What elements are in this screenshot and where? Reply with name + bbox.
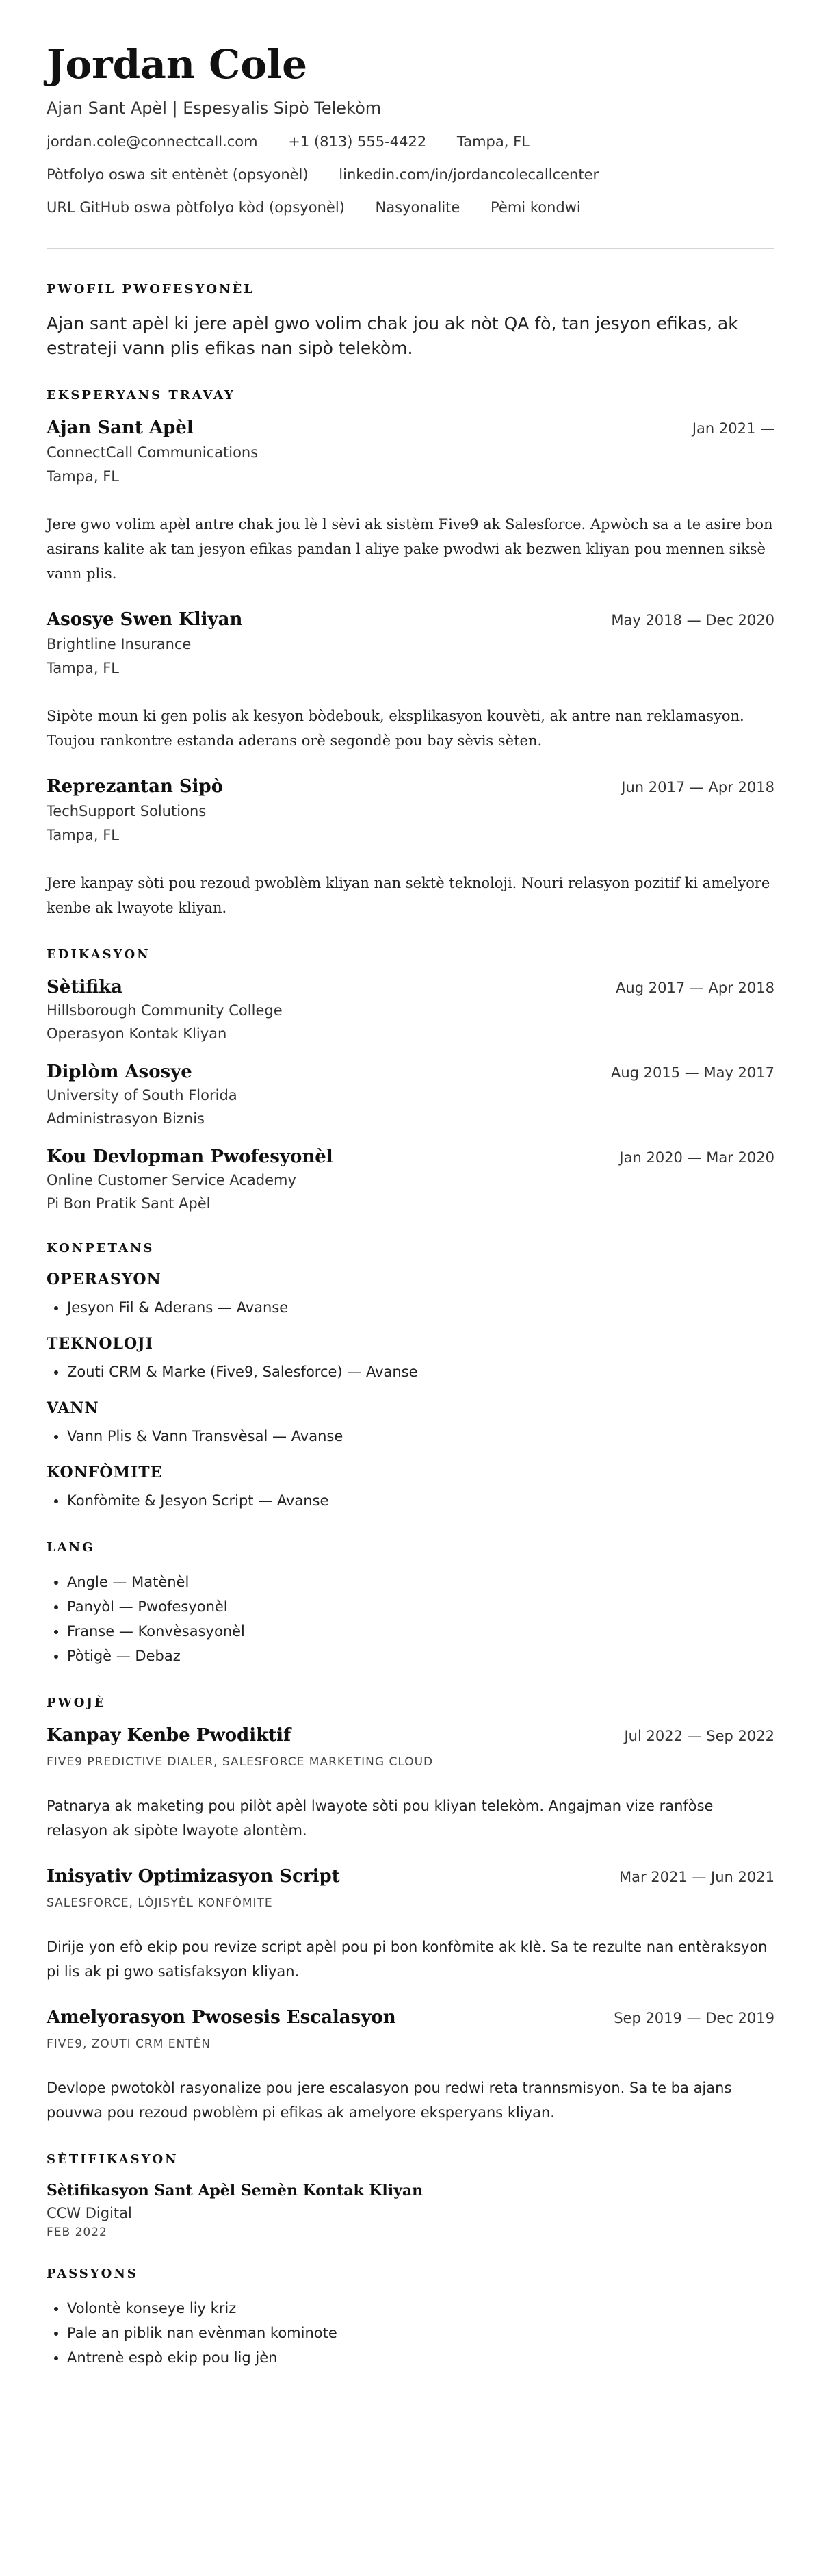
certification-date: FEB 2022 (47, 2226, 107, 2239)
experience-role: Ajan Sant Apèl (47, 418, 194, 438)
candidate-name: Jordan Cole (47, 41, 307, 88)
project-description: Patnarya ak maketing pou pilòt apèl lwayote sòti pou kliyan telekòm. Angajman vize ranfòse relasyon ak sipòte lwayote alontèm. (47, 1798, 714, 1839)
contact-linkedin[interactable]: linkedin.com/in/jordancolecallcenter (339, 166, 599, 183)
section-title-summary: PWOFIL PWOFESYONÈL (47, 282, 255, 296)
skill-item: • Vann Plis & Vann Transvèsal — Avanse (67, 1424, 774, 1449)
education-section (47, 947, 774, 1214)
experience-company: Brightline Insurance (47, 636, 192, 652)
project-entry (47, 2007, 774, 2125)
education-entry-head (47, 1147, 774, 1167)
skill-list (47, 1424, 774, 1449)
certification-issuer: CCW Digital (47, 2205, 132, 2221)
project-entry (47, 1725, 774, 1843)
education-field: Operasyon Kontak Kliyan (47, 1025, 227, 1042)
project-name: Kanpay Kenbe Pwodiktif (47, 1725, 291, 1746)
skill-list (47, 1488, 774, 1513)
language-item: • Angle — Matènèl (67, 1570, 774, 1594)
skill-list (47, 1295, 774, 1320)
contact-row-1 (47, 131, 774, 152)
contact-driving-license: Pèmi kondwi (491, 199, 581, 216)
experience-entry-head (47, 609, 774, 630)
contact-location: Tampa, FL (456, 133, 530, 150)
experience-entry (47, 776, 774, 920)
education-date: Aug 2017 — Apr 2018 (616, 980, 774, 996)
experience-date: Jun 2017 — Apr 2018 (621, 779, 774, 795)
contact-row-3 (47, 197, 774, 218)
section-title-passions: PASSYONS (47, 2267, 138, 2281)
education-degree: Sètifika (47, 977, 122, 997)
skill-group (47, 1335, 774, 1384)
skill-item: • Zouti CRM & Marke (Five9, Salesforce) — Avanse (67, 1360, 774, 1384)
project-entry-head (47, 2007, 774, 2028)
header-divider (47, 248, 774, 249)
experience-entry-head (47, 418, 774, 438)
contact-portfolio[interactable]: Pòtfolyo oswa sit entènèt (opsyonèl) (47, 166, 309, 183)
education-date: Aug 2015 — May 2017 (610, 1064, 774, 1081)
experience-date: May 2018 — Dec 2020 (611, 612, 774, 628)
project-description: Devlope pwotokòl rasyonalize pou jere escalasyon pou redwi reta trannsmisyon. Sa te ba ajans pouvwa pou rezoud pwoblèm pi efikas ak amelyore eksperyans kliyan. (47, 2080, 732, 2121)
section-title-projects: PWOJÈ (47, 1696, 106, 1710)
experience-location: Tampa, FL (47, 468, 120, 485)
experience-location: Tampa, FL (47, 660, 120, 676)
project-entry-head (47, 1866, 774, 1887)
experience-location: Tampa, FL (47, 827, 120, 843)
project-date: Jul 2022 — Sep 2022 (624, 1728, 774, 1744)
skill-group (47, 1464, 774, 1513)
experience-entry (47, 418, 774, 586)
certifications-section (47, 2152, 774, 2239)
experience-role: Asosye Swen Kliyan (47, 609, 243, 630)
passion-item: • Pale an piblik nan evènman kominote (67, 2321, 774, 2345)
section-title-education: EDIKASYON (47, 947, 151, 962)
section-title-experience: EKSPERYANS TRAVAY (47, 388, 235, 403)
contact-phone[interactable]: +1 (813) 555-4422 (288, 133, 427, 150)
contact-nationality: Nasyonalite (375, 199, 460, 216)
skills-section (47, 1241, 774, 1513)
summary-text: Ajan sant apèl ki jere apèl gwo volim chak jou ak nòt QA fò, tan jesyon efikas, ak estrateji vann plis efikas nan sipò telekòm. (47, 314, 738, 358)
skill-item: • Jesyon Fil & Aderans — Avanse (67, 1295, 774, 1320)
education-entry (47, 1147, 774, 1214)
certification-entry (47, 2182, 774, 2239)
experience-company: TechSupport Solutions (47, 803, 207, 819)
experience-entry (47, 609, 774, 753)
project-tech: FIVE9 PREDICTIVE DIALER, SALESFORCE MARKETING CLOUD (47, 1755, 434, 1769)
candidate-headline: Ajan Sant Apèl | Espesyalis Sipò Telekòm (47, 99, 382, 118)
section-title-certifications: SÈTIFIKASYON (47, 2152, 179, 2167)
experience-section (47, 388, 774, 920)
education-field: Administrasyon Biznis (47, 1110, 205, 1127)
education-entry-head (47, 1062, 774, 1082)
language-item: • Franse — Konvèsasyonèl (67, 1619, 774, 1644)
project-entry-head (47, 1725, 774, 1746)
project-tech: FIVE9, ZOUTI CRM ENTÈN (47, 2037, 211, 2051)
project-date: Mar 2021 — Jun 2021 (618, 1869, 774, 1885)
skill-item: • Konfòmite & Jesyon Script — Avanse (67, 1488, 774, 1513)
project-tech: SALESFORCE, LÒJISYÈL KONFÒMITE (47, 1896, 273, 1910)
education-degree: Kou Devlopman Pwofesyonèl (47, 1147, 333, 1167)
projects-section (47, 1696, 774, 2125)
skill-list (47, 1360, 774, 1384)
language-list (47, 1570, 774, 1668)
experience-entry-head (47, 776, 774, 797)
summary-section (47, 282, 774, 361)
experience-company: ConnectCall Communications (47, 444, 259, 461)
education-school: University of South Florida (47, 1087, 237, 1104)
experience-description: Jere gwo volim apèl antre chak jou lè l sèvi ak sistèm Five9 ak Salesforce. Apwòch sa a te asire bon asirans kalite ak tan jesyon efikas pandan l aliye pake pwodwi ak bezwen kliyan pou mennen siksè vann plis. (47, 516, 773, 582)
contact-github[interactable]: URL GitHub oswa pòtfolyo kòd (opsyonèl) (47, 199, 345, 216)
skill-category: VANN (47, 1399, 99, 1417)
language-item: • Pòtigè — Debaz (67, 1644, 774, 1668)
experience-date: Jan 2021 — (692, 420, 774, 437)
certification-name: Sètifikasyon Sant Apèl Semèn Kontak Kliyan (47, 2182, 423, 2199)
education-entry (47, 977, 774, 1044)
project-name: Inisyativ Optimizasyon Script (47, 1866, 340, 1887)
passion-list (47, 2296, 774, 2370)
education-school: Online Customer Service Academy (47, 1172, 296, 1188)
skill-group (47, 1399, 774, 1449)
project-description: Dirije yon efò ekip pou revize script apèl pou pi bon konfòmite ak klè. Sa te rezulte nan entèraksyon pi lis ak pi gwo satisfaksyon kliyan. (47, 1939, 768, 1980)
education-degree: Diplòm Asosye (47, 1062, 192, 1082)
skill-category: KONFÒMITE (47, 1464, 163, 1481)
section-title-languages: LANG (47, 1540, 95, 1555)
contact-row-2 (47, 164, 774, 185)
section-title-skills: KONPETANS (47, 1241, 155, 1255)
project-name: Amelyorasyon Pwosesis Escalasyon (47, 2007, 396, 2028)
education-entry (47, 1062, 774, 1129)
project-entry (47, 1866, 774, 1984)
project-date: Sep 2019 — Dec 2019 (614, 2010, 774, 2026)
skill-category: OPERASYON (47, 1271, 161, 1288)
education-field: Pi Bon Pratik Sant Apèl (47, 1195, 211, 1212)
education-school: Hillsborough Community College (47, 1002, 283, 1019)
experience-description: Jere kanpay sòti pou rezoud pwoblèm kliyan nan sektè teknoloji. Nouri relasyon pozitif ki amelyore kenbe ak lwayote kliyan. (47, 875, 770, 916)
experience-role: Reprezantan Sipò (47, 776, 224, 797)
education-entry-head (47, 977, 774, 997)
skill-category: TEKNOLOJI (47, 1335, 153, 1353)
passion-item: • Volontè konseye liy kriz (67, 2296, 774, 2321)
experience-description: Sipòte moun ki gen polis ak kesyon bòdebouk, eksplikasyon kouvèti, ak antre nan reklamasyon. Toujou rankontre estanda aderans orè segondè pou bay sèvis sèten. (47, 708, 744, 749)
passion-item: • Antrenè espò ekip pou lig jèn (67, 2345, 774, 2370)
contact-email[interactable]: jordan.cole@connectcall.com (47, 133, 258, 150)
education-date: Jan 2020 — Mar 2020 (619, 1149, 774, 1166)
resume-header (47, 40, 774, 218)
languages-section (47, 1540, 774, 1668)
passions-section (47, 2267, 774, 2370)
language-item: • Panyòl — Pwofesyonèl (67, 1594, 774, 1619)
skill-group (47, 1271, 774, 1320)
